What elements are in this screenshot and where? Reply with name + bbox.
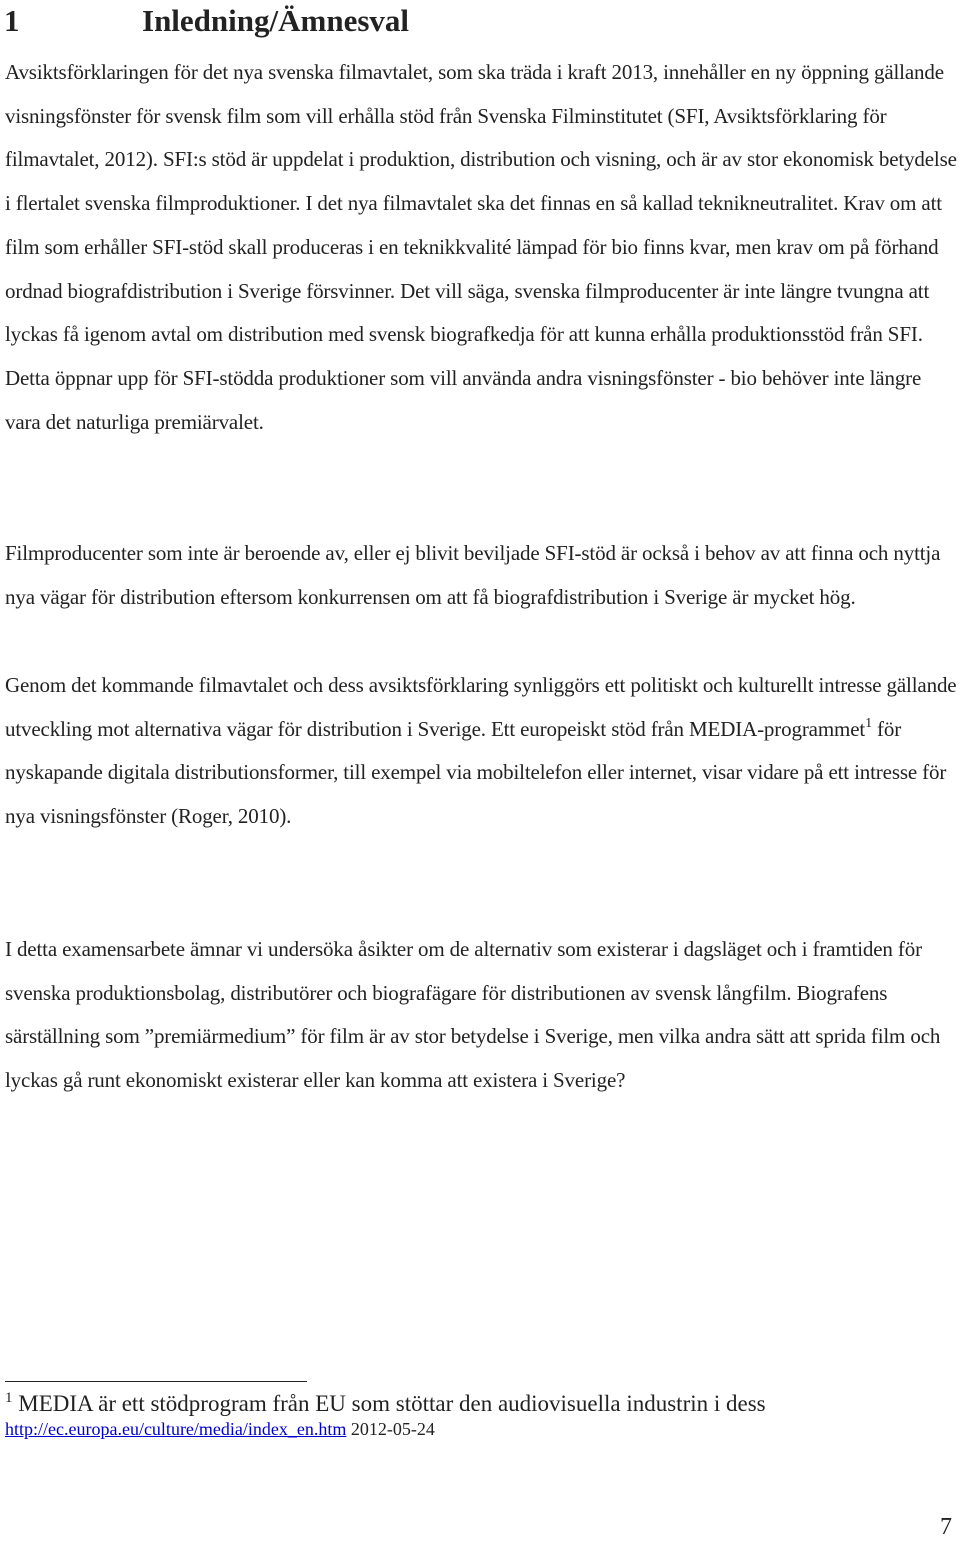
section-title: Inledning/Ämnesval: [142, 3, 410, 38]
footnote-link[interactable]: http://ec.europa.eu/culture/media/index_en.htm: [5, 1419, 347, 1439]
paragraph-3: [5, 664, 960, 839]
footnote-separator: [5, 1381, 307, 1382]
paragraph-1-sentence-1: Avsiktsförklaringen för det nya svenska filmavtalet, som ska träda i kraft 2013, innehåller en ny öppning gällande visningsfönster för svensk film som vill erhålla stöd från Svenska Filminstitutet (SFI, Avsiktsförklaring för filmavtalet, 2012). SFI:s stöd är uppdelat i produktion, distribution och visning, och är av stor ekonomisk betydelse i flertalet svenska filmproduktioner.: [5, 60, 957, 216]
paragraph-1-sentence-4: Det vill säga, svenska filmproducenter är inte längre tvungna att lyckas få igenom avtal om distribution med svensk biografkedja för att kunna erhålla produktionsstöd från SFI.: [5, 278, 930, 347]
paragraph-4: [5, 928, 960, 1103]
section-number: 1: [4, 3, 20, 38]
paragraph-1-sentence-2: I det nya filmavtalet ska det finnas en så kallad teknikneutralitet.: [305, 191, 839, 216]
paragraph-1-sentence-5: Detta öppnar upp för SFI-stödda produktioner som vill använda andra visningsfönster - bio behöver inte längre vara det naturliga premiärvalet.: [5, 365, 922, 434]
footnote-text: MEDIA är ett stödprogram från EU som stöttar den audiovisuella industrin i dess: [18, 1391, 766, 1416]
paragraph-3-part-a: Genom det kommande filmavtalet och dess avsiktsförklaring synliggörs ett politiskt och kulturellt intresse gällande utveckling mot alternativa vägar för distribution i Sverige. Ett europeiskt stöd från MEDIA-programmet: [5, 673, 957, 741]
footnote-reference[interactable]: 1: [865, 715, 872, 731]
paragraph-4-part-a: I detta examensarbete ämnar vi undersöka åsikter om de alternativ som existerar i dagsläget och i framtiden för svenska produktionsbolag, distributörer och biografägare för distributionen av svensk långfilm.: [5, 937, 922, 1005]
footnote-marker: 1: [5, 1390, 13, 1406]
section-heading: [4, 2, 409, 40]
paragraph-4-part-b: Biografens särställning som ”premiärmedium” för film är av stor betydelse i Sverige, men vilka andra sätt att sprida film och lyckas gå runt ekonomiskt existerar eller kan komma att existera i Sverige?: [5, 980, 941, 1093]
paragraph-3-part-b: för nyskapande digitala distributionsformer, till exempel via mobiltelefon eller internet, visar vidare på ett intresse för nya visningsfönster (Roger, 2010).: [5, 716, 947, 829]
paragraph-1: [5, 51, 960, 444]
page-number: 7: [940, 1514, 952, 1540]
footnote: [5, 1389, 945, 1439]
paragraph-2-text: Filmproducenter som inte är beroende av, eller ej blivit beviljade SFI-stöd är också i behov av att finna och nyttja nya vägar för distribution eftersom konkurrensen om att få biografdistribution i Sverige är mycket hög.: [5, 541, 941, 609]
footnote-date: 2012-05-24: [350, 1419, 435, 1439]
paragraph-2: [5, 532, 960, 619]
paragraph-1-sentence-3: Krav om att film som erhåller SFI-stöd skall produceras i en teknikkvalité lämpad för bio finns kvar, men krav om på förhand ordnad biografdistribution i Sverige försvinner.: [5, 191, 942, 303]
